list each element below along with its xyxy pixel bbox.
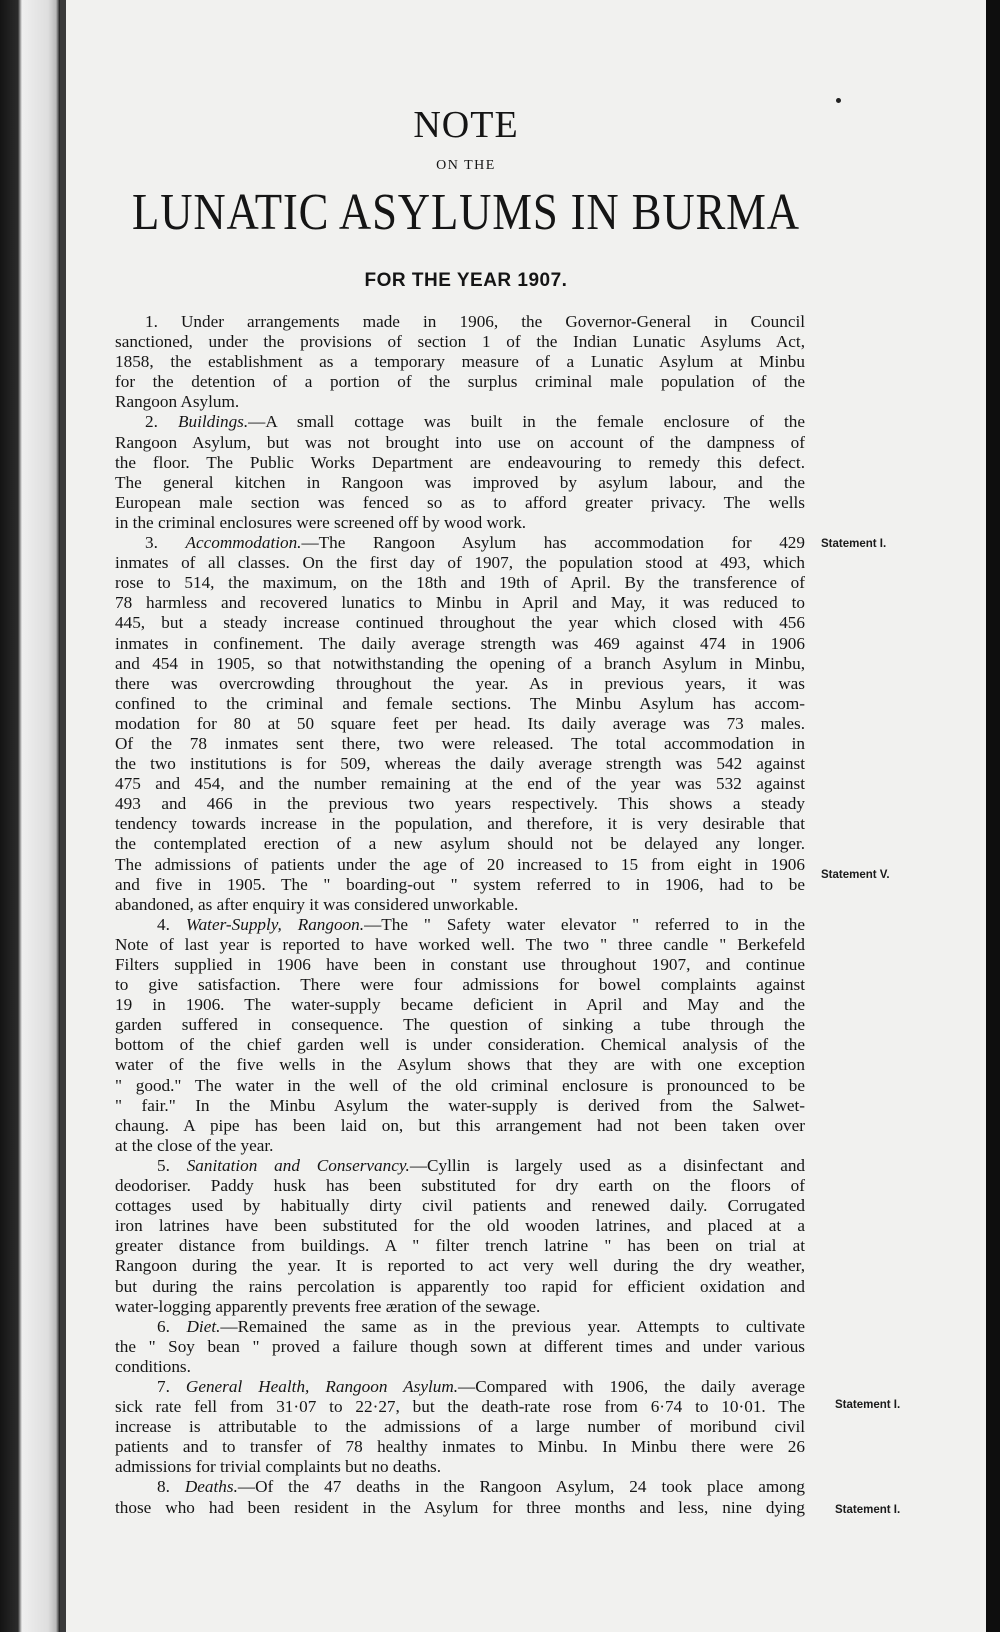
text-line: chaung. A pipe has been laid on, but this arrangement had not been taken over: [115, 1115, 805, 1135]
text-line: Of the 78 inmates sent there, two were released. The total accommodation in: [115, 733, 805, 753]
text-line: and 454 in 1905, so that notwithstanding the opening of a branch Asylum in Minbu,: [115, 653, 805, 673]
text-line: the two institutions is for 509, whereas the daily average strength was 542 against: [115, 754, 805, 774]
text-line: European male section was fenced so as to afford greater privacy. The wells: [115, 492, 805, 512]
text-line: but during the rains percolation is apparently too rapid for efficient oxidation and: [115, 1276, 805, 1296]
text-line: garden suffered in consequence. The question of sinking a tube through the: [115, 1015, 805, 1035]
text-line: The admissions of patients under the age of 20 increased to 15 from eight in 1906: [115, 854, 805, 874]
text-line: the floor. The Public Works Department are endeavouring to remedy this defect.: [115, 452, 805, 472]
paragraph-6-diet: [115, 1317, 805, 1377]
text-line: " fair." In the Minbu Asylum the water-supply is derived from the Salwet-: [115, 1095, 805, 1115]
text-line: 2. Buildings.—A small cottage was built in the female enclosure of the: [145, 412, 806, 432]
text-line: 5. Sanitation and Conservancy.—Cyllin is largely used as a disinfectant and: [157, 1155, 806, 1175]
heading-note: NOTE: [413, 104, 519, 146]
text-line: 8. Deaths.—Of the 47 deaths in the Rangoon Asylum, 24 took place among: [157, 1477, 806, 1497]
document-title: LUNATIC ASYLUMS IN BURMA: [132, 184, 800, 241]
margin-note-statement: Statement I.: [835, 1399, 901, 1411]
side-heading: Accommodation.: [185, 533, 302, 553]
text-line: Filters supplied in 1906 have been in constant use throughout 1907, and continue: [115, 955, 805, 974]
side-heading: Sanitation and Conservancy.: [186, 1155, 410, 1175]
text-line: 445, but a steady increase continued throughout the year which closed with 456: [115, 613, 805, 633]
text-line: 6. Diet.—Remained the same as in the previous year. Attempts to cultivate: [157, 1316, 806, 1336]
text-line: increase is attributable to the admissions of a large number of moribund civil: [115, 1417, 805, 1437]
text-line: and five in 1905. The " boarding-out " system referred to in 1906, had to be: [115, 874, 805, 894]
text-line: rose to 514, the maximum, on the 18th and 19th of April. By the transference of: [115, 573, 805, 593]
text-line: to give satisfaction. There were four admissions for bowel complaints against: [115, 975, 805, 995]
text-line: at the close of the year.: [115, 1135, 274, 1155]
heading-on-the: ON THE: [436, 158, 496, 173]
paragraph-8-deaths: [115, 1477, 805, 1517]
text-line: abandoned, as after enquiry it was considered unworkable.: [115, 894, 519, 914]
text-line: 493 and 466 in the previous two years respectively. This shows a steady: [115, 794, 805, 814]
scan-border: [986, 0, 1000, 1632]
year-subtitle: FOR THE YEAR 1907.: [364, 270, 568, 291]
side-heading: Water-Supply, Rangoon.: [185, 914, 365, 934]
text-line: inmates of all classes. On the first day of 1907, the population stood at 493, which: [115, 553, 805, 573]
paragraph-2-buildings: [115, 412, 805, 533]
side-heading: Diet.: [186, 1316, 221, 1336]
paragraph-7-general-health: [115, 1377, 805, 1477]
text-line: 78 harmless and recovered lunatics to Minbu in April and May, it was reduced to: [115, 593, 805, 613]
side-heading: General Health, Rangoon Asylum.: [185, 1376, 459, 1396]
text-line: 19 in 1906. The water-supply became deficient in April and May and the: [115, 995, 805, 1015]
text-line: cottages used by habitually dirty civil patients and renewed daily. Corrugated: [115, 1196, 805, 1216]
text-line: Rangoon Asylum.: [115, 392, 240, 412]
text-line: admissions for trivial complaints but no deaths.: [115, 1457, 442, 1477]
margin-note-statement: Statement I.: [821, 538, 887, 550]
text-line: patients and to transfer of 78 healthy inmates to Minbu. In Minbu there were 26: [115, 1437, 805, 1457]
side-heading: Deaths.: [184, 1477, 238, 1497]
text-line: there was overcrowding throughout the year. As in previous years, it was: [115, 673, 805, 693]
text-line: for the detention of a portion of the surplus criminal male population of the: [115, 372, 805, 392]
text-line: deodoriser. Paddy husk has been substituted for dry earth on the floors of: [115, 1176, 805, 1196]
body-text: [115, 312, 805, 1518]
text-line: greater distance from buildings. A " filter trench latrine " has been on trial at: [115, 1236, 805, 1256]
text-line: 7. General Health, Rangoon Asylum.—Compared with 1906, the daily average: [157, 1376, 805, 1396]
text-line: 475 and 454, and the number remaining at the end of the year was 532 against: [115, 774, 805, 794]
text-line: water-logging apparently prevents free æration of the sewage.: [115, 1296, 541, 1316]
text-line: iron latrines have been substituted for the old wooden latrines, and placed at a: [115, 1216, 805, 1236]
side-heading: Buildings.: [177, 412, 249, 432]
paragraph-4-water-supply: [115, 915, 805, 1156]
text-line: water of the five wells in the Asylum shows that they are with one exception: [115, 1055, 805, 1075]
paragraph-3-accommodation: [115, 533, 805, 915]
text-line: 1. Under arrangements made in 1906, the Governor-General in Council: [145, 312, 805, 331]
margin-note-statement: Statement I.: [835, 1504, 901, 1516]
text-line: those who had been resident in the Asylum for three months and less, nine dying: [115, 1497, 805, 1517]
text-line: The general kitchen in Rangoon was improved by asylum labour, and the: [115, 472, 805, 492]
text-line: the " Soy bean " proved a failure though sown at different times and under various: [115, 1336, 805, 1356]
paragraph-1: [115, 312, 805, 412]
paragraph-5-sanitation: [115, 1156, 805, 1317]
text-line: 4. Water-Supply, Rangoon.—The " Safety water elevator " referred to in the: [157, 914, 806, 934]
text-line: modation for 80 at 50 square feet per head. Its daily average was 73 males.: [115, 713, 805, 733]
text-line: sanctioned, under the provisions of section 1 of the Indian Lunatic Asylums Act,: [115, 332, 805, 352]
margin-note-statement: Statement V.: [821, 869, 890, 881]
text-line: the contemplated erection of a new asylum should not be delayed any longer.: [115, 834, 805, 854]
text-line: confined to the criminal and female sections. The Minbu Asylum has accom-: [115, 693, 805, 713]
previous-page-edge: [0, 0, 60, 1632]
text-line: sick rate fell from 31·07 to 22·27, but the death-rate rose from 6·74 to 10·01. The: [115, 1397, 805, 1417]
text-line: tendency towards increase in the population, and therefore, it is very desirable that: [115, 814, 805, 834]
text-line: Rangoon Asylum, but was not brought into use on account of the dampness of: [115, 432, 805, 452]
text-line: inmates in confinement. The daily average strength was 469 against 474 in 1906: [115, 633, 805, 653]
text-line: bottom of the chief garden well is under consideration. Chemical analysis of the: [115, 1035, 805, 1055]
text-line: conditions.: [115, 1356, 191, 1376]
text-line: Note of last year is reported to have worked well. The two " three candle " Berkefeld: [115, 934, 805, 954]
text-line: 1858, the establishment as a temporary measure of a Lunatic Asylum at Minbu: [115, 352, 805, 372]
text-line: 3. Accommodation.—The Rangoon Asylum has accommodation for 429: [145, 533, 805, 553]
text-line: " good." The water in the well of the old criminal enclosure is pronounced to be: [115, 1075, 805, 1095]
text-line: Rangoon during the year. It is reported to act very well during the dry weather,: [115, 1256, 805, 1276]
text-line: in the criminal enclosures were screened off by wood work.: [115, 512, 527, 532]
